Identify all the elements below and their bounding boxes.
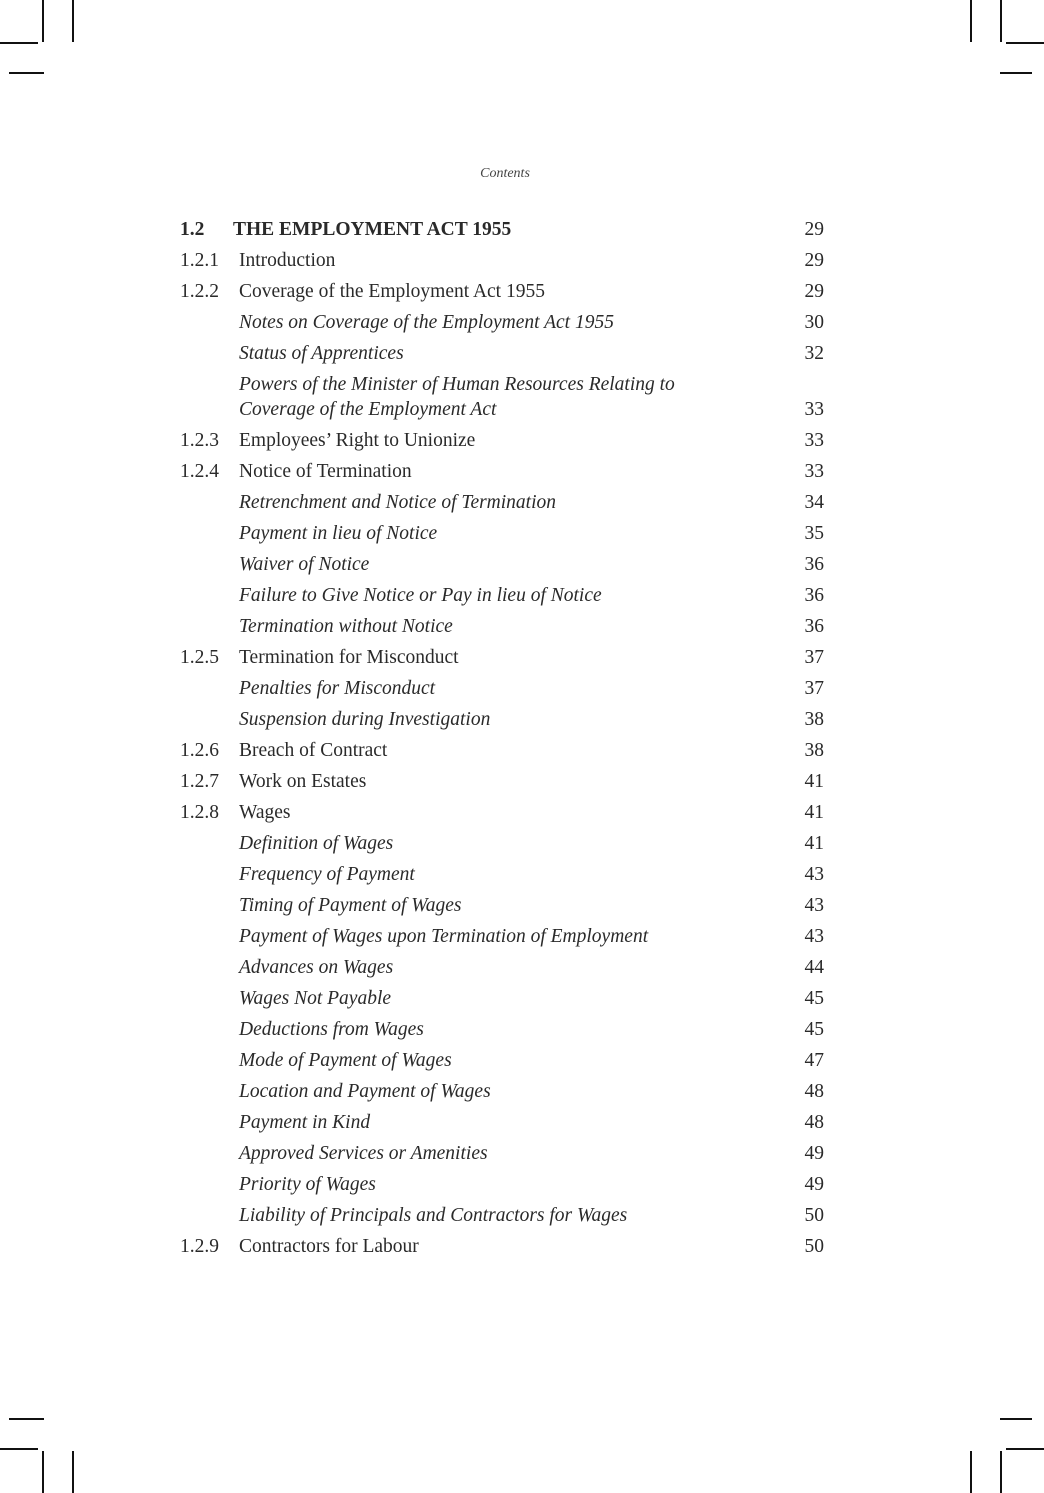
crop-mark [970,1451,972,1493]
toc-entry-page: 48 [804,1081,824,1102]
toc-entry-title: Penalties for Misconduct [239,678,436,699]
toc-entry-title: Timing of Payment of Wages [239,895,462,916]
toc-entry-page: 49 [804,1174,824,1195]
toc-entry-title: Notice of Termination [239,461,412,482]
toc-entry[interactable] [180,766,824,797]
toc-entry[interactable] [180,1231,824,1262]
toc-entry-title: Powers of the Minister of Human Resources Relating to Coverage of the Employment Act [239,374,675,420]
toc-entry[interactable] [180,245,824,276]
toc-entry-title: Contractors for Labour [239,1236,419,1257]
crop-mark [72,0,74,42]
toc-entry[interactable] [180,611,824,642]
toc-entry-page: 29 [804,219,824,240]
toc-entry-page: 33 [804,461,824,482]
toc-entry-title: Status of Apprentices [239,343,404,364]
toc-entry[interactable] [180,456,824,487]
toc-entry-title: Failure to Give Notice or Pay in lieu of Notice [239,585,602,606]
toc-entry-page: 43 [804,926,824,947]
toc-entry-title: Coverage of the Employment Act 1955 [239,281,545,302]
toc-entry-number: 1.2.2 [180,281,219,302]
toc-entry-number: 1.2.9 [180,1236,219,1257]
toc-entry-page: 45 [804,1019,824,1040]
toc-entry-number: 1.2.4 [180,461,219,482]
toc-entry[interactable] [180,487,824,518]
toc-entry-page: 49 [804,1143,824,1164]
toc-entry[interactable] [180,307,824,338]
crop-mark [9,72,44,74]
toc-entry-title: Location and Payment of Wages [239,1081,491,1102]
toc-entry[interactable] [180,1200,824,1231]
toc-entry[interactable] [180,890,824,921]
toc-entry-number: 1.2.3 [180,430,219,451]
toc-entry[interactable] [180,1076,824,1107]
toc-entry-title: Mode of Payment of Wages [239,1050,452,1071]
toc-entry[interactable] [180,338,824,369]
crop-mark [1000,1418,1032,1420]
toc-entry-title: Frequency of Payment [239,864,415,885]
toc-entry-page: 34 [804,492,824,513]
toc-entry-title: Deductions from Wages [239,1019,424,1040]
toc-entry[interactable] [180,704,824,735]
toc-entry-page: 36 [804,585,824,606]
toc-entry-page: 45 [804,988,824,1009]
crop-mark [9,1418,44,1420]
toc-entry[interactable] [180,921,824,952]
toc-entry-page: 29 [804,250,824,271]
toc-entry[interactable] [180,425,824,456]
crop-mark [42,1451,44,1493]
toc-entry-page: 38 [804,709,824,730]
toc-entry-page: 36 [804,616,824,637]
toc-entry[interactable] [180,518,824,549]
crop-mark [1000,1451,1002,1493]
toc-entry-title: Termination without Notice [239,616,453,637]
toc-entry[interactable] [180,580,824,611]
crop-mark [1000,0,1002,42]
toc-entry-page: 43 [804,864,824,885]
toc-entry-title: Introduction [239,250,336,271]
toc-entry[interactable] [180,1014,824,1045]
crop-mark [1000,72,1032,74]
toc-entry-title: Wages Not Payable [239,988,392,1009]
toc-entry-number: 1.2.1 [180,250,219,271]
toc-entry-page: 33 [804,399,824,420]
toc-entry-title: Advances on Wages [239,957,394,978]
toc-entry-title: Approved Services or Amenities [239,1143,488,1164]
toc-entry[interactable] [180,952,824,983]
toc-entry-title: Payment in lieu of Notice [239,523,438,544]
toc-entry-page: 43 [804,895,824,916]
toc-entry-title: Termination for Misconduct [239,647,459,668]
toc-entry[interactable] [180,549,824,580]
toc-entry[interactable] [180,1107,824,1138]
toc-entry-page: 37 [804,647,824,668]
table-of-contents [180,214,824,1262]
toc-entry-page: 41 [804,771,824,792]
toc-entry-number: 1.2.7 [180,771,219,792]
running-head: Contents [480,166,530,181]
toc-entry-page: 44 [804,957,824,978]
toc-entry-title: Employees’ Right to Unionize [239,430,476,451]
toc-entry[interactable] [180,797,824,828]
toc-entry-title: Payment in Kind [239,1112,371,1133]
crop-mark [1006,1448,1044,1450]
toc-entry-title: THE EMPLOYMENT ACT 1955 [233,219,512,240]
toc-entry-title: Notes on Coverage of the Employment Act 1955 [239,312,614,333]
toc-entry-title: Liability of Principals and Contractors for Wages [239,1205,628,1226]
toc-entry-page: 35 [804,523,824,544]
toc-entry-title: Suspension during Investigation [239,709,491,730]
toc-entry[interactable] [180,1169,824,1200]
toc-entry-page: 41 [804,833,824,854]
toc-entry-number: 1.2 [180,219,205,240]
toc-entry-page: 41 [804,802,824,823]
toc-entry[interactable] [180,983,824,1014]
crop-mark [42,0,44,42]
toc-entry-title: Breach of Contract [239,740,388,761]
toc-entry[interactable] [180,214,824,245]
crop-mark [0,1448,38,1450]
toc-entry[interactable] [180,859,824,890]
toc-entry-number: 1.2.8 [180,802,219,823]
toc-entry-page: 38 [804,740,824,761]
toc-entry-page: 30 [804,312,824,333]
toc-entry-title: Waiver of Notice [239,554,370,575]
crop-mark [970,0,972,42]
toc-entry[interactable] [180,369,824,425]
toc-entry-number: 1.2.6 [180,740,219,761]
toc-entry-page: 33 [804,430,824,451]
toc-entry-page: 47 [804,1050,824,1071]
toc-entry-title: Definition of Wages [239,833,394,854]
crop-mark [1006,42,1044,44]
toc-entry[interactable] [180,1045,824,1076]
toc-entry-title: Retrenchment and Notice of Termination [239,492,557,513]
toc-entry[interactable] [180,276,824,307]
toc-entry[interactable] [180,642,824,673]
toc-entry-title: Work on Estates [239,771,367,792]
crop-mark [0,42,38,44]
toc-entry-number: 1.2.5 [180,647,219,668]
toc-entry-page: 36 [804,554,824,575]
toc-entry-title: Priority of Wages [239,1174,376,1195]
toc-entry[interactable] [180,1138,824,1169]
toc-entry-page: 37 [804,678,824,699]
toc-entry-page: 50 [804,1236,824,1257]
toc-entry-page: 50 [804,1205,824,1226]
toc-entry-title: Payment of Wages upon Termination of Employment [239,926,649,947]
toc-entry[interactable] [180,735,824,766]
toc-entry-page: 48 [804,1112,824,1133]
toc-entry[interactable] [180,673,824,704]
toc-entry-page: 29 [804,281,824,302]
toc-entry-page: 32 [804,343,824,364]
crop-mark [72,1451,74,1493]
toc-entry[interactable] [180,828,824,859]
toc-entry-title: Wages [239,802,291,823]
